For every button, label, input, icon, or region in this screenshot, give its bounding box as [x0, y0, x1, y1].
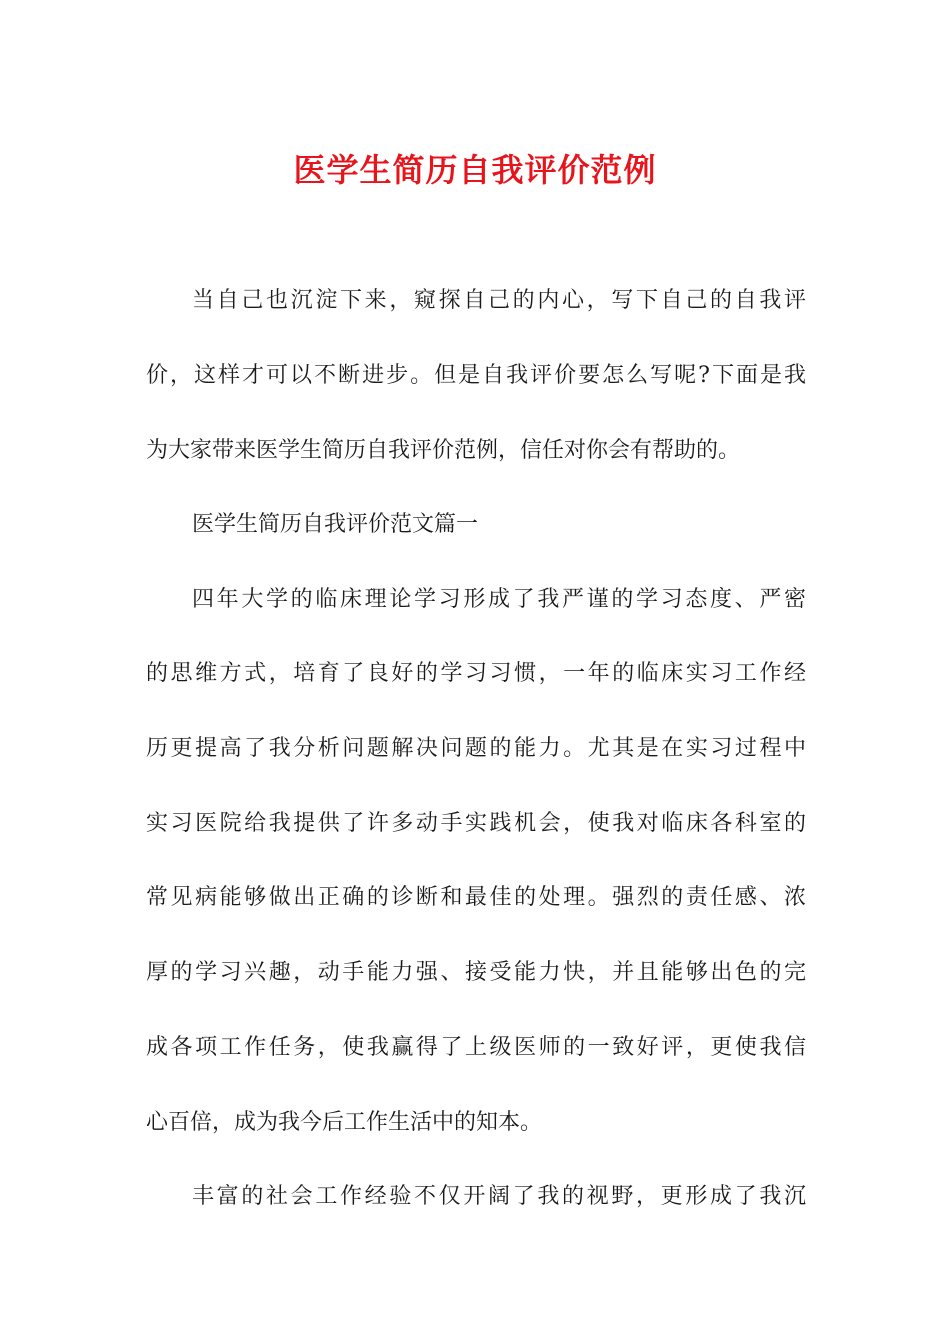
text-line: 实习医院给我提供了许多动手实践机会，使我对临床各科室的: [146, 811, 806, 836]
text-line: 的思维方式，培育了良好的学习习惯，一年的临床实习工作经: [146, 661, 806, 686]
text-line: 价，这样才可以不断进步。但是自我评价要怎么写呢?下面是我: [146, 363, 806, 388]
text-line: 历更提高了我分析问题解决问题的能力。尤其是在实习过程中: [146, 736, 806, 761]
text-line: 心百倍，成为我今后工作生活中的知本。: [146, 1110, 543, 1135]
text-line: 常见病能够做出正确的诊断和最佳的处理。强烈的责任感、浓: [146, 885, 806, 910]
text-line: 厚的学习兴趣，动手能力强、接受能力快，并且能够出色的完: [146, 960, 806, 985]
section-heading: 医学生简历自我评价范文篇一: [192, 512, 479, 537]
text-line: 丰富的社会工作经验不仅开阔了我的视野，更形成了我沉: [192, 1184, 806, 1209]
text-line: 当自己也沉淀下来，窥探自己的内心，写下自己的自我评: [192, 288, 806, 313]
document-title: 医学生简历自我评价范例: [293, 151, 657, 189]
text-line: 四年大学的临床理论学习形成了我严谨的学习态度、严密: [192, 587, 806, 612]
text-line: 成各项工作任务，使我赢得了上级医师的一致好评，更使我信: [146, 1035, 806, 1060]
text-line: 为大家带来医学生简历自我评价范例，信任对你会有帮助的。: [146, 438, 741, 463]
